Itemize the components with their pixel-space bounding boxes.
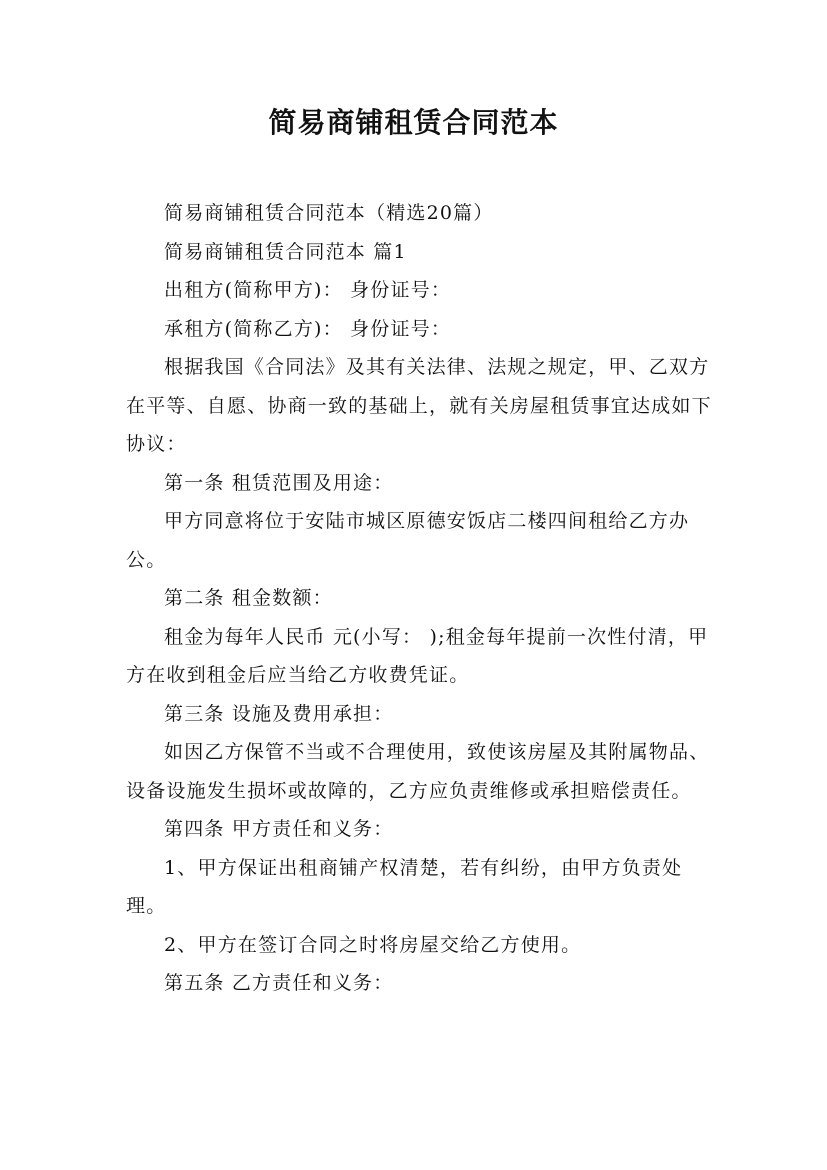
paragraph: 简易商铺租赁合同范本 篇1 (164, 240, 407, 263)
paragraph: 简易商铺租赁合同范本（精选20篇） (164, 202, 494, 224)
paragraph: 1、甲方保证出租商铺产权清楚，若有纠纷，由甲方负责处理。 (126, 856, 683, 917)
document-title: 简易商铺租赁合同范本 (268, 106, 559, 139)
paragraph: 根据我国《合同法》及其有关法律、法规之规定，甲、乙双方在平等、自愿、协商一致的基础上，就有关房屋租赁事宜达成如下协议： (126, 356, 712, 455)
paragraph: 承租方(简称乙方)： 身份证号： (164, 317, 452, 340)
paragraph: 租金为每年人民币 元(小写： );租金每年提前一次性付清，甲方在收到租金后应当给乙方收费凭证。 (126, 625, 709, 686)
paragraph: 如因乙方保管不当或不合理使用，致使该房屋及其附属物品、设备设施发生损坏或故障的，乙方应负责维修或承担赔偿责任。 (126, 741, 710, 802)
paragraph: 出租方(简称甲方)： 身份证号： (164, 279, 452, 301)
section-heading: 第四条 甲方责任和义务： (164, 818, 394, 840)
paragraph: 甲方同意将位于安陆市城区原德安饭店二楼四间租给乙方办公。 (126, 510, 690, 571)
section-heading: 第一条 租赁范围及用途： (164, 471, 394, 494)
document-body (126, 194, 716, 1003)
paragraph: 2、甲方在签订合同之时将房屋交给乙方使用。 (164, 933, 582, 956)
section-heading: 第二条 租金数额： (164, 587, 333, 609)
section-heading: 第三条 设施及费用承担： (164, 702, 394, 725)
section-heading: 第五条 乙方责任和义务： (164, 972, 394, 994)
